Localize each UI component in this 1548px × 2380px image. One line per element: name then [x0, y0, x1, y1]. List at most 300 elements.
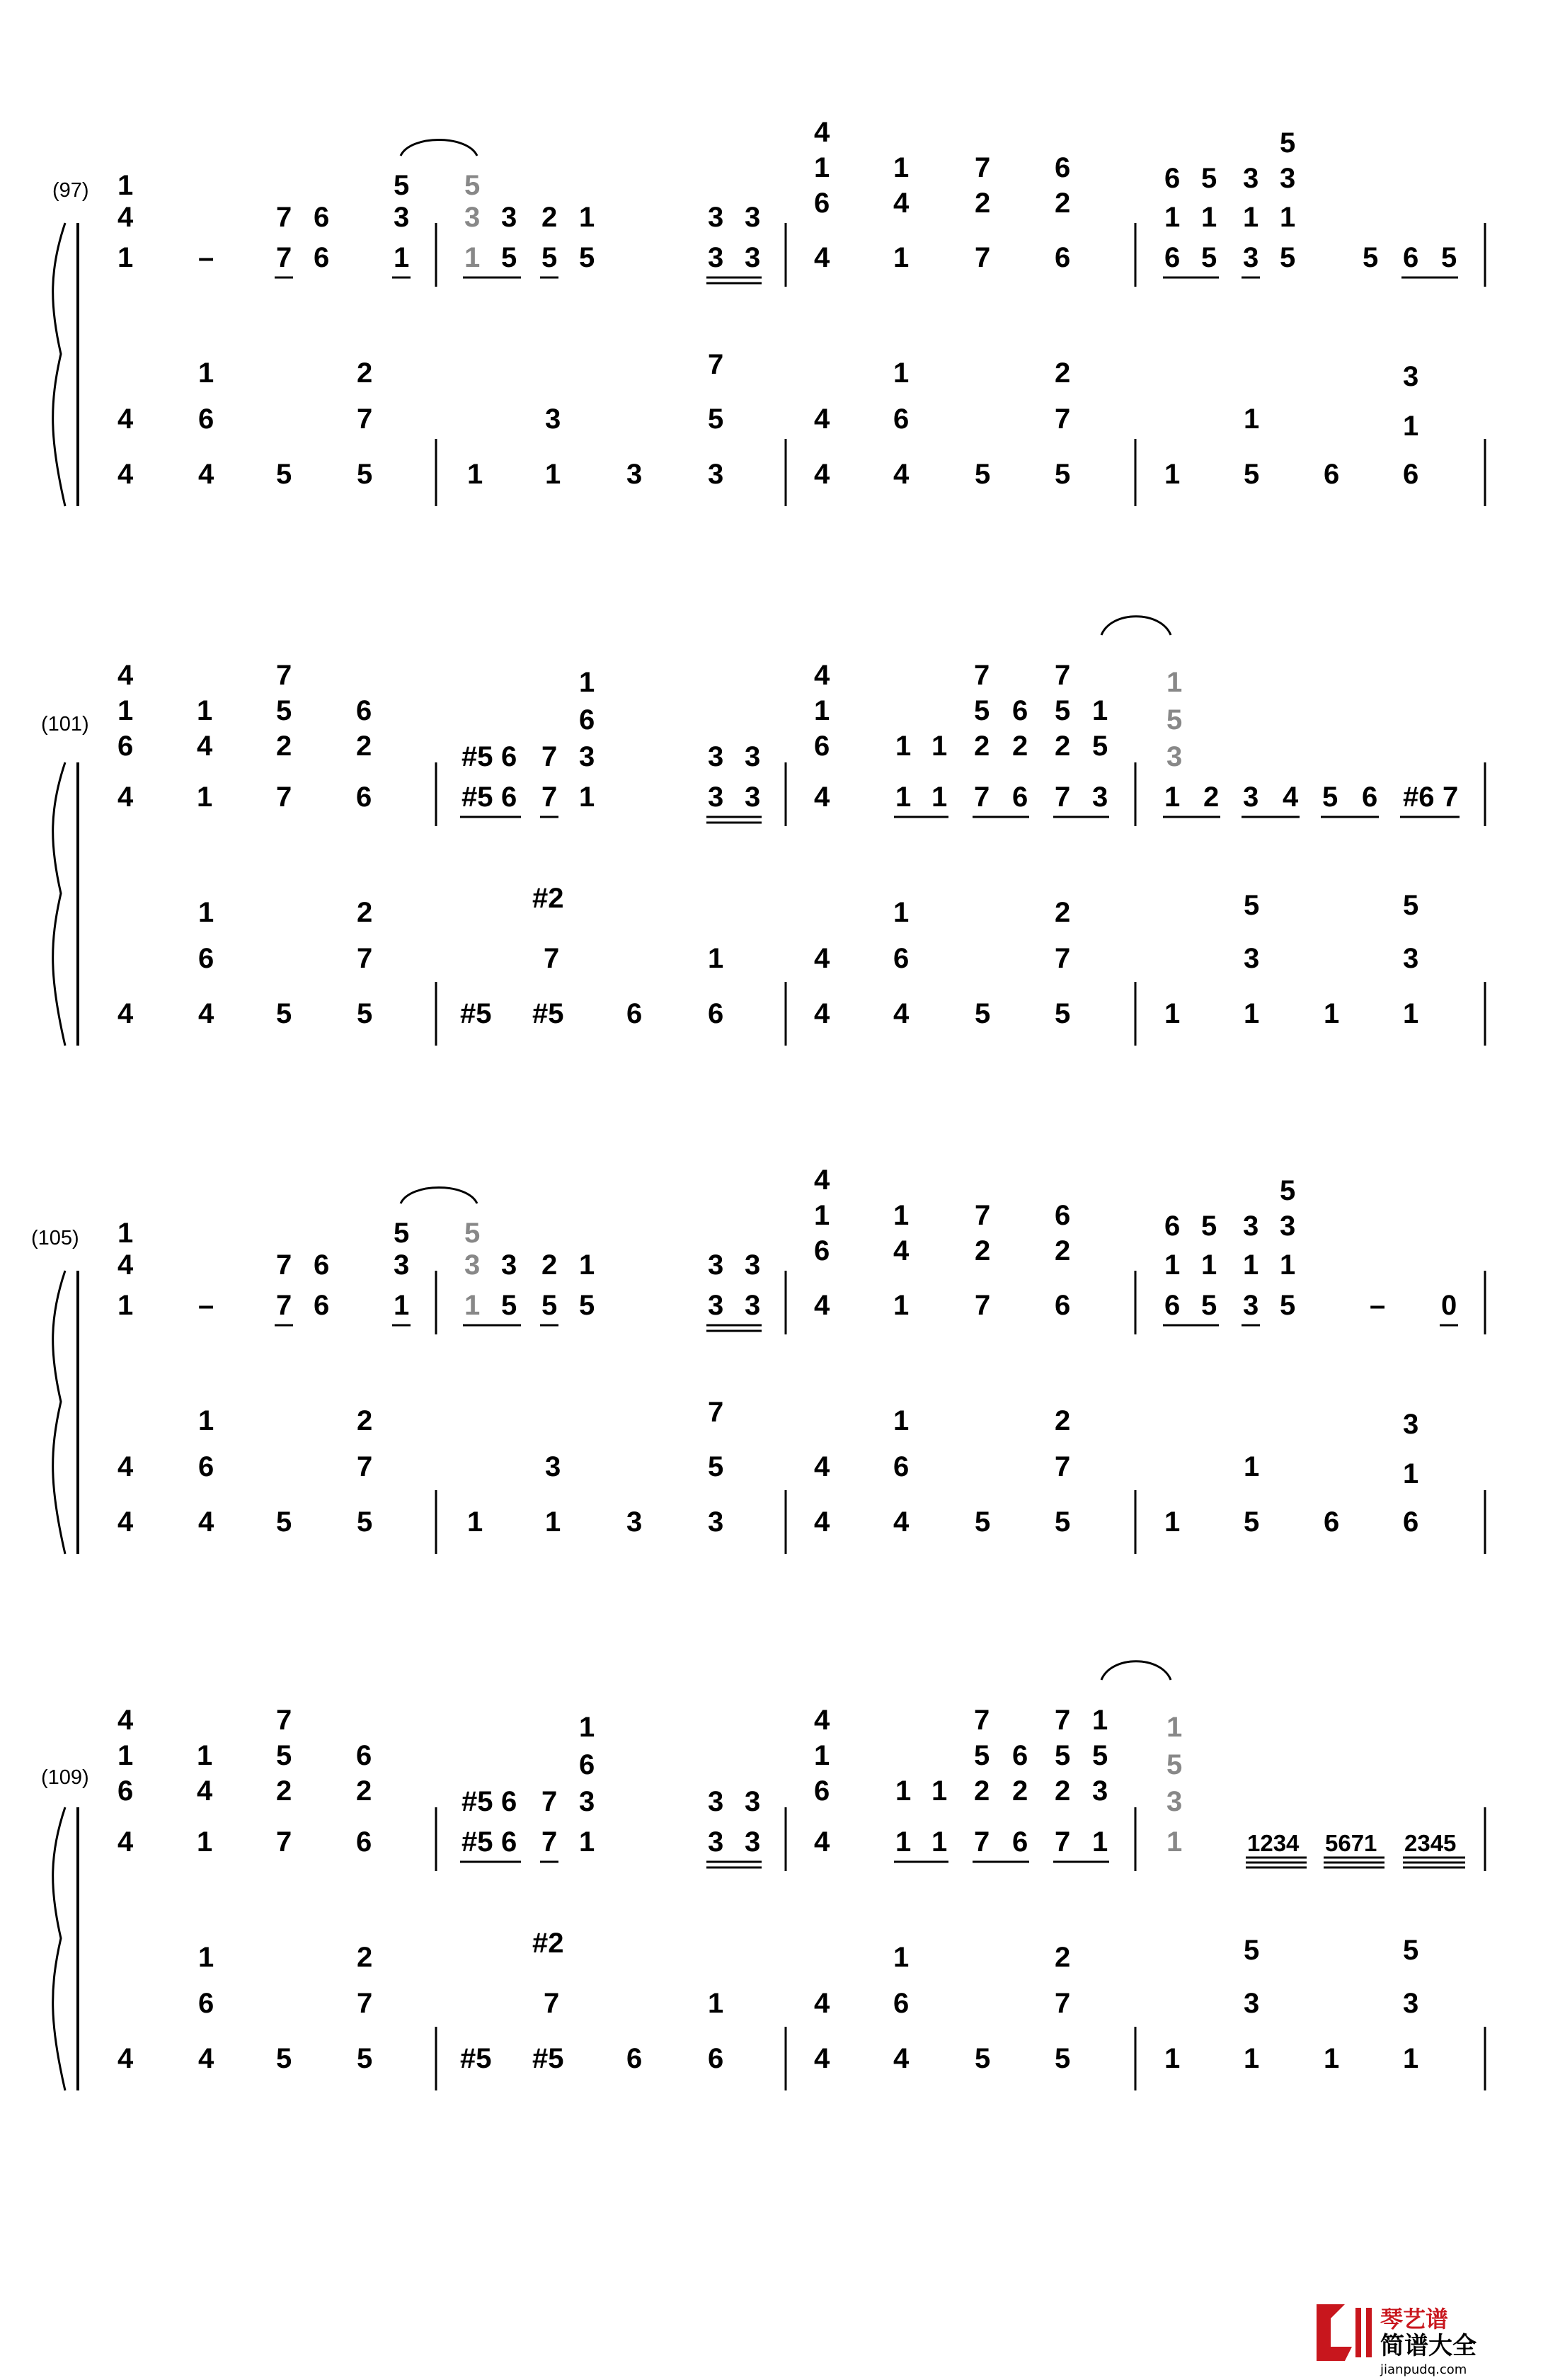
note: 5: [1055, 459, 1071, 490]
note: 1: [1324, 998, 1340, 1029]
note: 3: [579, 1786, 595, 1817]
note: 2: [1055, 1942, 1071, 1973]
note: 5: [1403, 1935, 1419, 1966]
note: 5: [464, 1218, 481, 1249]
note: 2: [541, 202, 558, 233]
note: 6: [708, 998, 724, 1029]
note: 6: [198, 1451, 214, 1482]
note: 4: [814, 998, 830, 1029]
note: 6: [356, 782, 372, 813]
note: 2: [356, 1775, 372, 1807]
note: 5: [579, 242, 595, 273]
note: 7: [276, 782, 292, 813]
note: 1: [198, 1405, 214, 1436]
note: 3: [1244, 943, 1260, 974]
note: 3: [545, 404, 561, 435]
note: 1: [893, 242, 910, 273]
note: 1: [464, 242, 481, 273]
note: 5: [1363, 242, 1379, 273]
note: 3: [708, 782, 724, 813]
note: 1: [1403, 2043, 1419, 2074]
note: 2: [974, 731, 990, 762]
note: 7: [708, 1397, 724, 1428]
note: 1: [893, 357, 910, 389]
dash: –: [198, 1290, 214, 1321]
note: #2: [532, 1928, 564, 1959]
note: 5: [357, 998, 373, 1029]
note: 1: [931, 782, 948, 813]
note: 2: [356, 731, 372, 762]
note: 4: [814, 242, 830, 273]
note: 5: [276, 2043, 292, 2074]
note: 5: [1055, 695, 1071, 726]
note: 7: [276, 202, 292, 233]
note: 7: [276, 660, 292, 691]
note: 5: [1244, 890, 1260, 921]
note: 1: [1244, 998, 1260, 1029]
note: 3: [745, 741, 761, 772]
note: 1: [895, 1775, 912, 1807]
note: 6: [314, 1249, 330, 1281]
note: 1: [579, 667, 595, 698]
note: 4: [814, 1290, 830, 1321]
note: 1: [545, 1506, 561, 1538]
note: 4: [198, 998, 214, 1029]
note: #5: [461, 1786, 493, 1817]
note: 1: [198, 1942, 214, 1973]
note: 1: [117, 1740, 134, 1771]
note: 1: [117, 695, 134, 726]
note: 4: [814, 459, 830, 490]
note: 4: [197, 1775, 213, 1807]
note: 6: [626, 2043, 643, 2074]
note: 3: [501, 1249, 517, 1281]
note: 5: [975, 2043, 991, 2074]
note: 5: [708, 1451, 724, 1482]
lower-staff: [117, 883, 1418, 1029]
note: 5: [394, 170, 410, 201]
note: 6: [501, 782, 517, 813]
note: 1: [895, 1826, 912, 1858]
note: 7: [1443, 782, 1459, 813]
note: 4: [117, 660, 134, 691]
note: 7: [975, 1290, 991, 1321]
note: 5: [394, 1218, 410, 1249]
note: 3: [745, 1786, 761, 1817]
note: 6: [1055, 1290, 1071, 1321]
note: 6: [501, 1786, 517, 1817]
note: 1: [467, 1506, 483, 1538]
note: 3: [1243, 1290, 1259, 1321]
note: 6: [1055, 242, 1071, 273]
measure-number-101: (101): [41, 713, 89, 736]
system-105: [31, 1165, 1485, 1554]
note: 7: [1055, 404, 1071, 435]
note: 2: [1055, 1775, 1071, 1807]
upper-staff: [117, 1165, 1458, 1331]
note: 1: [931, 731, 948, 762]
note: 6: [1403, 1506, 1419, 1538]
note: 7: [541, 741, 558, 772]
note: 5: [1280, 127, 1296, 159]
system-97: [52, 117, 1485, 506]
note: 4: [814, 404, 830, 435]
note: 1: [197, 782, 213, 813]
note: 3: [745, 1826, 761, 1858]
note: 3: [745, 242, 761, 273]
note: 6: [1164, 1290, 1181, 1321]
note: 1: [1164, 202, 1181, 233]
note: 5: [974, 1740, 990, 1771]
note: 7: [974, 782, 990, 813]
note: 4: [893, 2043, 910, 2074]
note: 5: [1280, 1290, 1296, 1321]
note: 7: [1055, 1988, 1071, 2019]
note: 5: [1201, 242, 1217, 273]
note: 3: [708, 1249, 724, 1281]
note: 2: [276, 1775, 292, 1807]
note: 6: [893, 1988, 910, 2019]
note: 1: [1324, 2043, 1340, 2074]
note: 5: [974, 695, 990, 726]
note: 3: [501, 202, 517, 233]
note: 1: [1244, 2043, 1260, 2074]
note: 3: [708, 459, 724, 490]
note: 2: [1055, 188, 1071, 219]
note: 6: [708, 2043, 724, 2074]
note: 7: [1055, 1451, 1071, 1482]
note: 6: [356, 695, 372, 726]
note: 2: [1012, 1775, 1028, 1807]
note: 2: [1055, 1235, 1071, 1266]
note: 4: [893, 188, 910, 219]
note: 3: [708, 741, 724, 772]
note: 3: [394, 1249, 410, 1281]
note: 1: [814, 695, 830, 726]
note: 6: [314, 202, 330, 233]
tie-arc: [1101, 617, 1171, 635]
note: 1: [1403, 411, 1419, 442]
note: 1: [1244, 404, 1260, 435]
note: 4: [197, 731, 213, 762]
note: 1: [467, 459, 483, 490]
note: 2: [1055, 357, 1071, 389]
note: 5: [1055, 1506, 1071, 1538]
note: 7: [541, 1786, 558, 1817]
upper-staff: [117, 660, 1460, 823]
note: 1: [198, 897, 214, 928]
note: 2: [1203, 782, 1220, 813]
note: 5: [579, 1290, 595, 1321]
note: 5: [1280, 242, 1296, 273]
note: 1: [579, 1712, 595, 1743]
note: 4: [198, 1506, 214, 1538]
note: 7: [975, 242, 991, 273]
note: 6: [1403, 242, 1419, 273]
tie-arc: [401, 140, 477, 156]
note: 3: [464, 202, 481, 233]
note: 5: [276, 998, 292, 1029]
note: 7: [1055, 1826, 1071, 1858]
note: 3: [708, 1506, 724, 1538]
note: 1: [893, 1290, 910, 1321]
note: 2: [276, 731, 292, 762]
note-run: 5671: [1325, 1830, 1377, 1856]
note: 1: [117, 170, 134, 201]
note: 6: [1324, 459, 1340, 490]
note: 3: [1403, 1409, 1419, 1440]
note: 5: [1244, 1506, 1260, 1538]
system-brace: [53, 223, 65, 506]
system-109: [41, 1661, 1485, 2090]
note: 7: [544, 1988, 560, 2019]
note: 2: [357, 1405, 373, 1436]
note: 1: [893, 1405, 910, 1436]
note: 4: [893, 998, 910, 1029]
note: 1: [117, 1218, 134, 1249]
note: 4: [117, 998, 134, 1029]
note: 6: [814, 731, 830, 762]
note: 6: [356, 1826, 372, 1858]
note: 6: [814, 1775, 830, 1807]
note: 4: [117, 202, 134, 233]
note: 1: [931, 1826, 948, 1858]
note: 5: [501, 1290, 517, 1321]
note: 1: [117, 1290, 134, 1321]
note: 7: [708, 349, 724, 380]
note: 4: [814, 1705, 830, 1736]
note: #6: [1403, 782, 1435, 813]
note: 3: [1280, 1211, 1296, 1242]
note: 7: [544, 943, 560, 974]
dash: –: [198, 242, 214, 273]
note: 4: [814, 1988, 830, 2019]
note: 1: [579, 782, 595, 813]
note: 5: [1055, 2043, 1071, 2074]
note: 1: [1280, 202, 1296, 233]
note: 6: [198, 943, 214, 974]
note: 1: [1092, 1826, 1108, 1858]
note: 2: [357, 357, 373, 389]
note: 5: [1092, 731, 1108, 762]
note: 1: [117, 242, 134, 273]
note-run: 2345: [1404, 1830, 1457, 1856]
note: #5: [532, 998, 564, 1029]
note: 2: [1055, 1405, 1071, 1436]
note: 4: [814, 660, 830, 691]
note: 6: [893, 404, 910, 435]
note: 3: [708, 1290, 724, 1321]
note: 6: [198, 404, 214, 435]
note: 4: [117, 459, 134, 490]
note: 3: [464, 1249, 481, 1281]
note: 3: [1280, 163, 1296, 194]
note: 7: [1055, 782, 1071, 813]
note: 3: [745, 202, 761, 233]
note: 1: [895, 782, 912, 813]
note: 5: [1166, 1749, 1183, 1780]
note: 5: [276, 1506, 292, 1538]
note: 7: [276, 1705, 292, 1736]
note: 4: [893, 1506, 910, 1538]
note: 1: [1403, 1458, 1419, 1489]
note: 1: [579, 202, 595, 233]
note: 6: [1324, 1506, 1340, 1538]
note: 3: [1166, 741, 1183, 772]
system-brace: [53, 762, 65, 1046]
note: 5: [1244, 459, 1260, 490]
note: 4: [893, 459, 910, 490]
note: 5: [1201, 1290, 1217, 1321]
note: 3: [745, 1249, 761, 1281]
note: 1: [197, 1826, 213, 1858]
note: 4: [117, 1249, 134, 1281]
note: 1: [198, 357, 214, 389]
note: 3: [626, 459, 643, 490]
lower-staff: [117, 1397, 1418, 1538]
tie-arc: [401, 1188, 477, 1204]
note: 4: [814, 1165, 830, 1196]
note: 4: [117, 1506, 134, 1538]
note: 6: [814, 1235, 830, 1266]
note: 4: [117, 1451, 134, 1482]
note: 3: [1244, 1988, 1260, 2019]
note: 4: [814, 1826, 830, 1858]
note: 5: [464, 170, 481, 201]
note: 1: [708, 943, 724, 974]
note: 4: [117, 1826, 134, 1858]
note: 2: [1012, 731, 1028, 762]
note: 3: [1403, 1988, 1419, 2019]
note: #5: [461, 782, 493, 813]
note: 5: [1201, 1211, 1217, 1242]
note: 5: [975, 1506, 991, 1538]
note: 5: [357, 1506, 373, 1538]
note: 1: [893, 1942, 910, 1973]
note: 1: [1164, 2043, 1181, 2074]
note: 4: [814, 943, 830, 974]
note: 2: [357, 897, 373, 928]
note-run: 1234: [1247, 1830, 1300, 1856]
note: 4: [1283, 782, 1299, 813]
note: 6: [814, 188, 830, 219]
note: 6: [1164, 163, 1181, 194]
note: 5: [276, 1740, 292, 1771]
tie-arc: [1101, 1661, 1171, 1680]
note: #5: [532, 2043, 564, 2074]
note: 2: [541, 1249, 558, 1281]
note: 1: [1280, 1249, 1296, 1281]
note: 4: [814, 782, 830, 813]
note: 5: [1244, 1935, 1260, 1966]
note: 7: [1055, 1705, 1071, 1736]
note: 7: [541, 782, 558, 813]
note: 1: [814, 152, 830, 183]
note: 5: [276, 695, 292, 726]
note: 1: [1243, 1249, 1259, 1281]
watermark-logo: [1317, 2304, 1477, 2377]
note: 7: [1055, 943, 1071, 974]
note: 1: [814, 1200, 830, 1231]
note: 7: [974, 660, 990, 691]
system-brace: [53, 1271, 65, 1554]
note: 6: [314, 1290, 330, 1321]
note: 1: [197, 695, 213, 726]
note: 2: [1055, 897, 1071, 928]
note: 6: [356, 1740, 372, 1771]
logo-brand: 琴艺谱: [1380, 2306, 1449, 2333]
note: 6: [579, 704, 595, 736]
note: 1: [1166, 1712, 1183, 1743]
note: 5: [541, 1290, 558, 1321]
note: 1: [1403, 998, 1419, 1029]
note: 1: [1164, 459, 1181, 490]
note: 6: [1012, 1740, 1028, 1771]
note: 7: [975, 152, 991, 183]
note: 5: [1166, 704, 1183, 736]
note: #5: [460, 998, 492, 1029]
note: 6: [1055, 152, 1071, 183]
note: 3: [545, 1451, 561, 1482]
note: 6: [198, 1988, 214, 2019]
note: 3: [708, 242, 724, 273]
note: 7: [541, 1826, 558, 1858]
measure-number-105: (105): [31, 1227, 79, 1249]
dash: –: [1370, 1290, 1386, 1321]
logo-url: jianpudq.com: [1380, 2362, 1467, 2377]
note: 3: [1092, 782, 1108, 813]
note: 6: [117, 1775, 134, 1807]
note: 1: [1164, 782, 1181, 813]
note: 1: [579, 1249, 595, 1281]
note: 4: [814, 1506, 830, 1538]
note: 1: [893, 1200, 910, 1231]
note: 1: [1243, 202, 1259, 233]
note: 3: [626, 1506, 643, 1538]
note: #5: [460, 2043, 492, 2074]
note: 6: [1164, 242, 1181, 273]
note: #5: [461, 1826, 493, 1858]
note: 6: [1164, 1211, 1181, 1242]
note: 4: [117, 404, 134, 435]
lower-staff: [117, 1928, 1418, 2074]
note: 5: [1322, 782, 1338, 813]
note: 3: [1403, 361, 1419, 392]
note: 4: [117, 782, 134, 813]
note: 3: [708, 202, 724, 233]
note: 5: [501, 242, 517, 273]
note: 6: [501, 1826, 517, 1858]
note: 3: [1092, 1775, 1108, 1807]
note: 5: [975, 459, 991, 490]
note: 7: [357, 1988, 373, 2019]
note: 6: [1012, 1826, 1028, 1858]
note: 7: [974, 1705, 990, 1736]
note: 1: [1201, 1249, 1217, 1281]
note: 1: [579, 1826, 595, 1858]
system-101: [41, 617, 1485, 1046]
note: 1: [931, 1775, 948, 1807]
note: 1: [464, 1290, 481, 1321]
note: 4: [117, 2043, 134, 2074]
note: 6: [1362, 782, 1378, 813]
note: 1: [708, 1988, 724, 2019]
note: 3: [1243, 1211, 1259, 1242]
note: 6: [626, 998, 643, 1029]
note: 4: [198, 459, 214, 490]
note: 2: [975, 188, 991, 219]
note: 7: [974, 1826, 990, 1858]
